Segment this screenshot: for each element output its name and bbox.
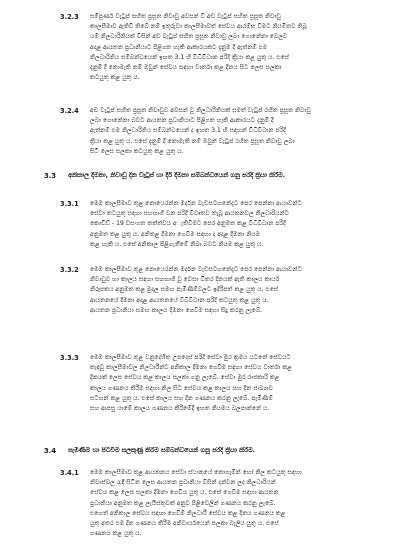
paragraph-3-3-2 [90, 265, 352, 316]
text-line: සම්පූර්ණ වැටුප් සහිත ප්‍රසූත නිවාඩු අවසන් වී අඩ වැටුප් සහිත ප්‍රසූත නිවාඩු [90, 13, 281, 20]
text-line: යුතු අතර එම දින ගණනය කිරීම අනිවාර්යයෙන් සලකා බැලිය යුතු ය. එසේ [90, 520, 279, 528]
section-heading: පැමිණීම හා පිටවීම සලකුණු කිරීම සම්බන්ධයෙන් ගනු පරිදි ක්‍රියා කිරීම. [68, 447, 255, 454]
text-line: අනුමත කළ යුතු ය. අනිතළ දීමනා ගෙවීම සඳහා ද අදාළ දීමනා නියම [90, 230, 261, 238]
text-line: නිවාස්වල රැඳී සිටින ලෙස ආයතන ප්‍රධානියා විසින් දන්වන ලද නිලධාරියන් [90, 479, 276, 487]
text-line: සහ ආපසු යාමේ කාලය ගණනය කිරීමේදී ඉහත නියමය බලපාන්නේ ය. [90, 405, 270, 413]
text-line: මෙම කාලසීමාව තුළ වනුදේශිත උපදෙස් පරිදි සේවා මුර ක්‍රමය යටතේ සේවයට [90, 354, 291, 361]
text-line: මෙම කාලසීමාව තුළ ආයතනය සේවා ස්ථානයේ නොගැමින් හෝ නිල කටයුතු සඳහා [90, 469, 302, 476]
text-line: කළ හැකි ය. එසේ අනිකාල පිළිගැනීමේ නිබා බවට නියම කළ යුතු ය. [90, 240, 264, 248]
text-line: කාලය ගණනය කිරීම සඳහා නිල සිට සේවය කළ කාලය සහ දින සංඛ්‍යාව [90, 384, 273, 392]
text-line: ලබා ගොනේනා බවට ආයතන ප්‍රධානියාට පිළිගත හැකි ආකාරයට දැනුම් දී [90, 117, 274, 125]
paragraph-3-3-1 [90, 199, 352, 250]
paragraph-number: 3.4.1 [60, 469, 79, 477]
text-line: ප්‍රධානියා අනුමත කළ ලැයිස්තුවක් අනුව පිළිවෙලින් ගණනය කරනු ලැබේ. [90, 499, 276, 507]
paragraph-number: 3.3.2 [60, 266, 79, 274]
text-line: නිලධාරිනිය සම්බන්ධයෙන් ඉහත 3.1 හි විධිවිධාන පරිදි ක්‍රියා කළ යුතු ය. එසේ [90, 53, 290, 61]
text-line: දැනුම් දී නොමැති නම් ඔවුන් සේවය සඳහා වාර්තා කළ දිනය සිට ලෙස සලකා [90, 64, 282, 72]
paragraph-number: 3.2.3 [60, 13, 79, 21]
text-line: සිටී ලෙස සලකා කටයුතු කළ යුතු ය. [90, 147, 184, 155]
text-line: අදාළ ආයතන ප්‍රධානියාට පිළිගත හැකි ආකාරයකට දැනුම දී ඇත්නම් එම [90, 43, 268, 51]
text-line: කටයුතු කළ යුතු ය. [90, 74, 140, 82]
section-heading: අනිකාල දීමනා, නිවාඩු දින වැටුප් හා දීර් දීමනා සම්බන්ධයෙන් ගනු පරිදි ක්‍රියා කිරීම. [68, 172, 285, 179]
text-line: ක්‍රියා කළ යුතු ය. එසේ දැනුම් දී නොමැති නම් ඔවුන් වැටුප් රහිත ප්‍රසූත නිවාඩු ලබා [90, 137, 295, 145]
text-line: ඇත්නම් එම නිලධාරිනිය සම්බන්ධයෙන් ද ඉහත 3.1 හි සඳහන් විධිවිධාන පරිදි [90, 127, 286, 135]
text-line: සටහන් කළ යුතු ය. එසේ කාලය සහ දින ගණනය කරනු ලැබේ. පැමිණීම් [90, 394, 273, 402]
text-line: කොවිඩ් - 19 වසංගත තත්ත්වය අැතිවීමට පෙර අනුමත කළ විධිවිධාන පරිදි [90, 220, 286, 228]
text-line: දිනයක් ලෙස සේවය කළ කාලය සලකා ගනු ලැබේ. සේවා මුර රාජකාරි කළ [90, 374, 280, 382]
text-line: අඩ වැටුප් සහිත ප්‍රසූත නිවාඩුව අවසන් වූ නිලධාරිනියක් සමත් වැටුප් රහිත ප්‍රසූත නිවාඩු [90, 107, 311, 114]
paragraph-number: 3.2.4 [60, 107, 79, 115]
section-number: 3.3 [44, 172, 57, 180]
paragraph-3-2-3 [90, 12, 352, 83]
text-line: නිවාඩුව හා කාලය සඳහා සහභාගි වූ වෙසා විතර දිනයක් ඇති කාලය කාර්ය [90, 276, 280, 284]
text-line: කැඳවූ කාලසීමාවල නිලධාරීන්ට අනිකාල දීමනා ගෙවීම සඳහා සේවය වාර්තා කළ [90, 364, 292, 372]
paragraph-3-2-4 [90, 106, 352, 157]
section-number: 3.4 [44, 447, 57, 455]
text-line: සේවා කටයුතු සඳහා සහභාගි වන පරිදි විවෘතව තැබූ ආයතනවල නිලධාරියන්ට [90, 210, 290, 218]
text-line: ආයතන ප්‍රධානියා සමඟ කාලය දීමනා ගෙවීම සඳහා සිදු කරනු ලැබේ. [90, 306, 263, 314]
text-line: ආයතනයේ දීමනා අදාළ ආයතනයේ විධිවිධාන පරිදි කටයුතු කළ යුතු ය. [90, 296, 269, 304]
text-line: මෙම කාලසීමාව තුළ නොයෙරන්න මර්දන වැඩසටහනේදැට පෙර පෙන්නා ආයාවන්ට [90, 266, 302, 273]
text-line: කාලසීමාව ඇතිවී තිබේ නම් ඉතුරුවා කාලසීමාවත් සේවය ආරම්භ වීමට නියමිතව තිබූ [90, 23, 307, 31]
text-line: සේවය කළ ලෙස සලකා දීමනා ගෙවිය යුතු ය. එසේ ගෙවීම සඳහා ආයතන [90, 489, 279, 497]
text-line: ගණනය කළ යුතු ය. [90, 530, 142, 538]
text-line: එහෙත් අනිකාල සේවය සඳහා ගෙවීම් නිලධාරී සේවය කළ දිනය ගණනය කළ [90, 509, 286, 517]
paragraph-3-4-1 [90, 468, 352, 539]
paragraph-number: 3.3.3 [60, 354, 79, 362]
paragraph-3-3-3 [90, 353, 352, 414]
text-line: යම් නිලධාරිනියක් විසින් අඩ වැටුප් සහිත ප්‍රසූත නිවාඩු ලබා ගොනේනා වෙලව [90, 33, 288, 41]
text-line: මෙම කාලසීමාව තුළ නොයෙරන්න මර්දන වැඩසටහනේදැට පෙර පෙන්නා ආයාවන්ට [90, 200, 302, 207]
paragraph-number: 3.3.1 [60, 200, 79, 208]
text-line: නිරූපකය අනුමත කළ මුදල සමඟ පැමිණීම්වලට ඉදිරිපත් කළ යුතු ය. එසේ [90, 286, 279, 294]
